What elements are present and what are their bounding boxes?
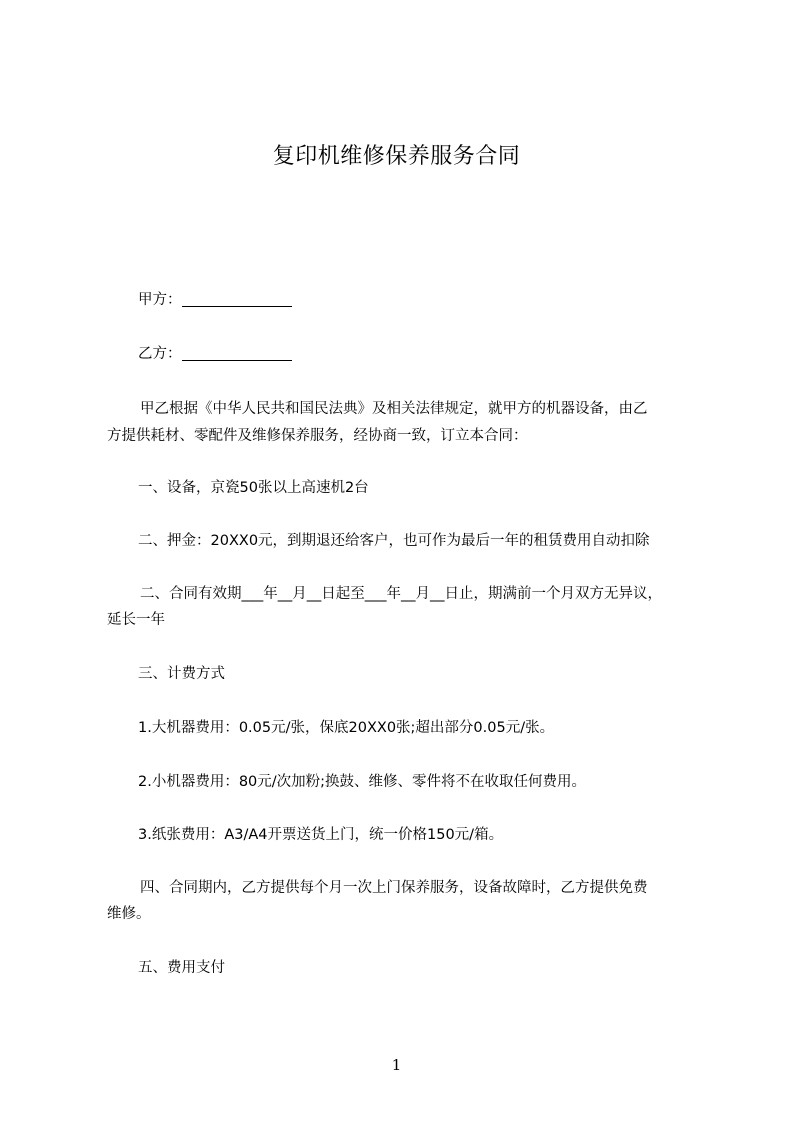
- clause-billing-heading: 三、计费方式: [138, 666, 225, 682]
- clause-payment-heading: 五、费用支付: [138, 960, 225, 976]
- intro-paragraph-line-2: 方提供耗材、零配件及维修保养服务，经协商一致，订立本合同：: [107, 428, 528, 444]
- billing-item-2: 2.小机器费用：80元/次加粉;换鼓、维修、零件将不在收取任何费用。: [138, 774, 587, 790]
- billing-item-3: 3.纸张费用：A3/A4开票送货上门，统一价格150元/箱。: [138, 827, 504, 843]
- clause-deposit: 二、押金：20XX0元，到期退还给客户，也可作为最后一年的租赁费用自动扣除: [138, 533, 650, 549]
- party-b-line: [107, 341, 719, 368]
- clause-equipment: 一、设备，京瓷50张以上高速机2台: [138, 480, 369, 496]
- clause-service-line-2: 维修。: [107, 906, 151, 922]
- party-a-label: 甲方：: [138, 292, 182, 308]
- party-b-blank: [182, 344, 292, 361]
- billing-item-1: 1.大机器费用：0.05元/张，保底20XX0张;超出部分0.05元/张。: [138, 720, 555, 736]
- clause-term-line-1: 二、合同有效期___年__月__日起至___年__月__日止，期满前一个月双方无异议，: [140, 586, 662, 602]
- clause-term-line-2: 延长一年: [107, 612, 165, 628]
- party-a-line: [107, 287, 719, 314]
- party-b-label: 乙方：: [138, 346, 182, 362]
- party-a-blank: [182, 290, 292, 307]
- intro-paragraph-line-1: 甲乙根据《中华人民共和国民法典》及相关法律规定，就甲方的机器设备，由乙: [140, 401, 648, 417]
- page-number: 1: [391, 1056, 402, 1074]
- document-title: 复印机维修保养服务合同: [272, 144, 521, 169]
- clause-service-line-1: 四、合同期内，乙方提供每个月一次上门保养服务，设备故障时，乙方提供免费: [140, 880, 648, 896]
